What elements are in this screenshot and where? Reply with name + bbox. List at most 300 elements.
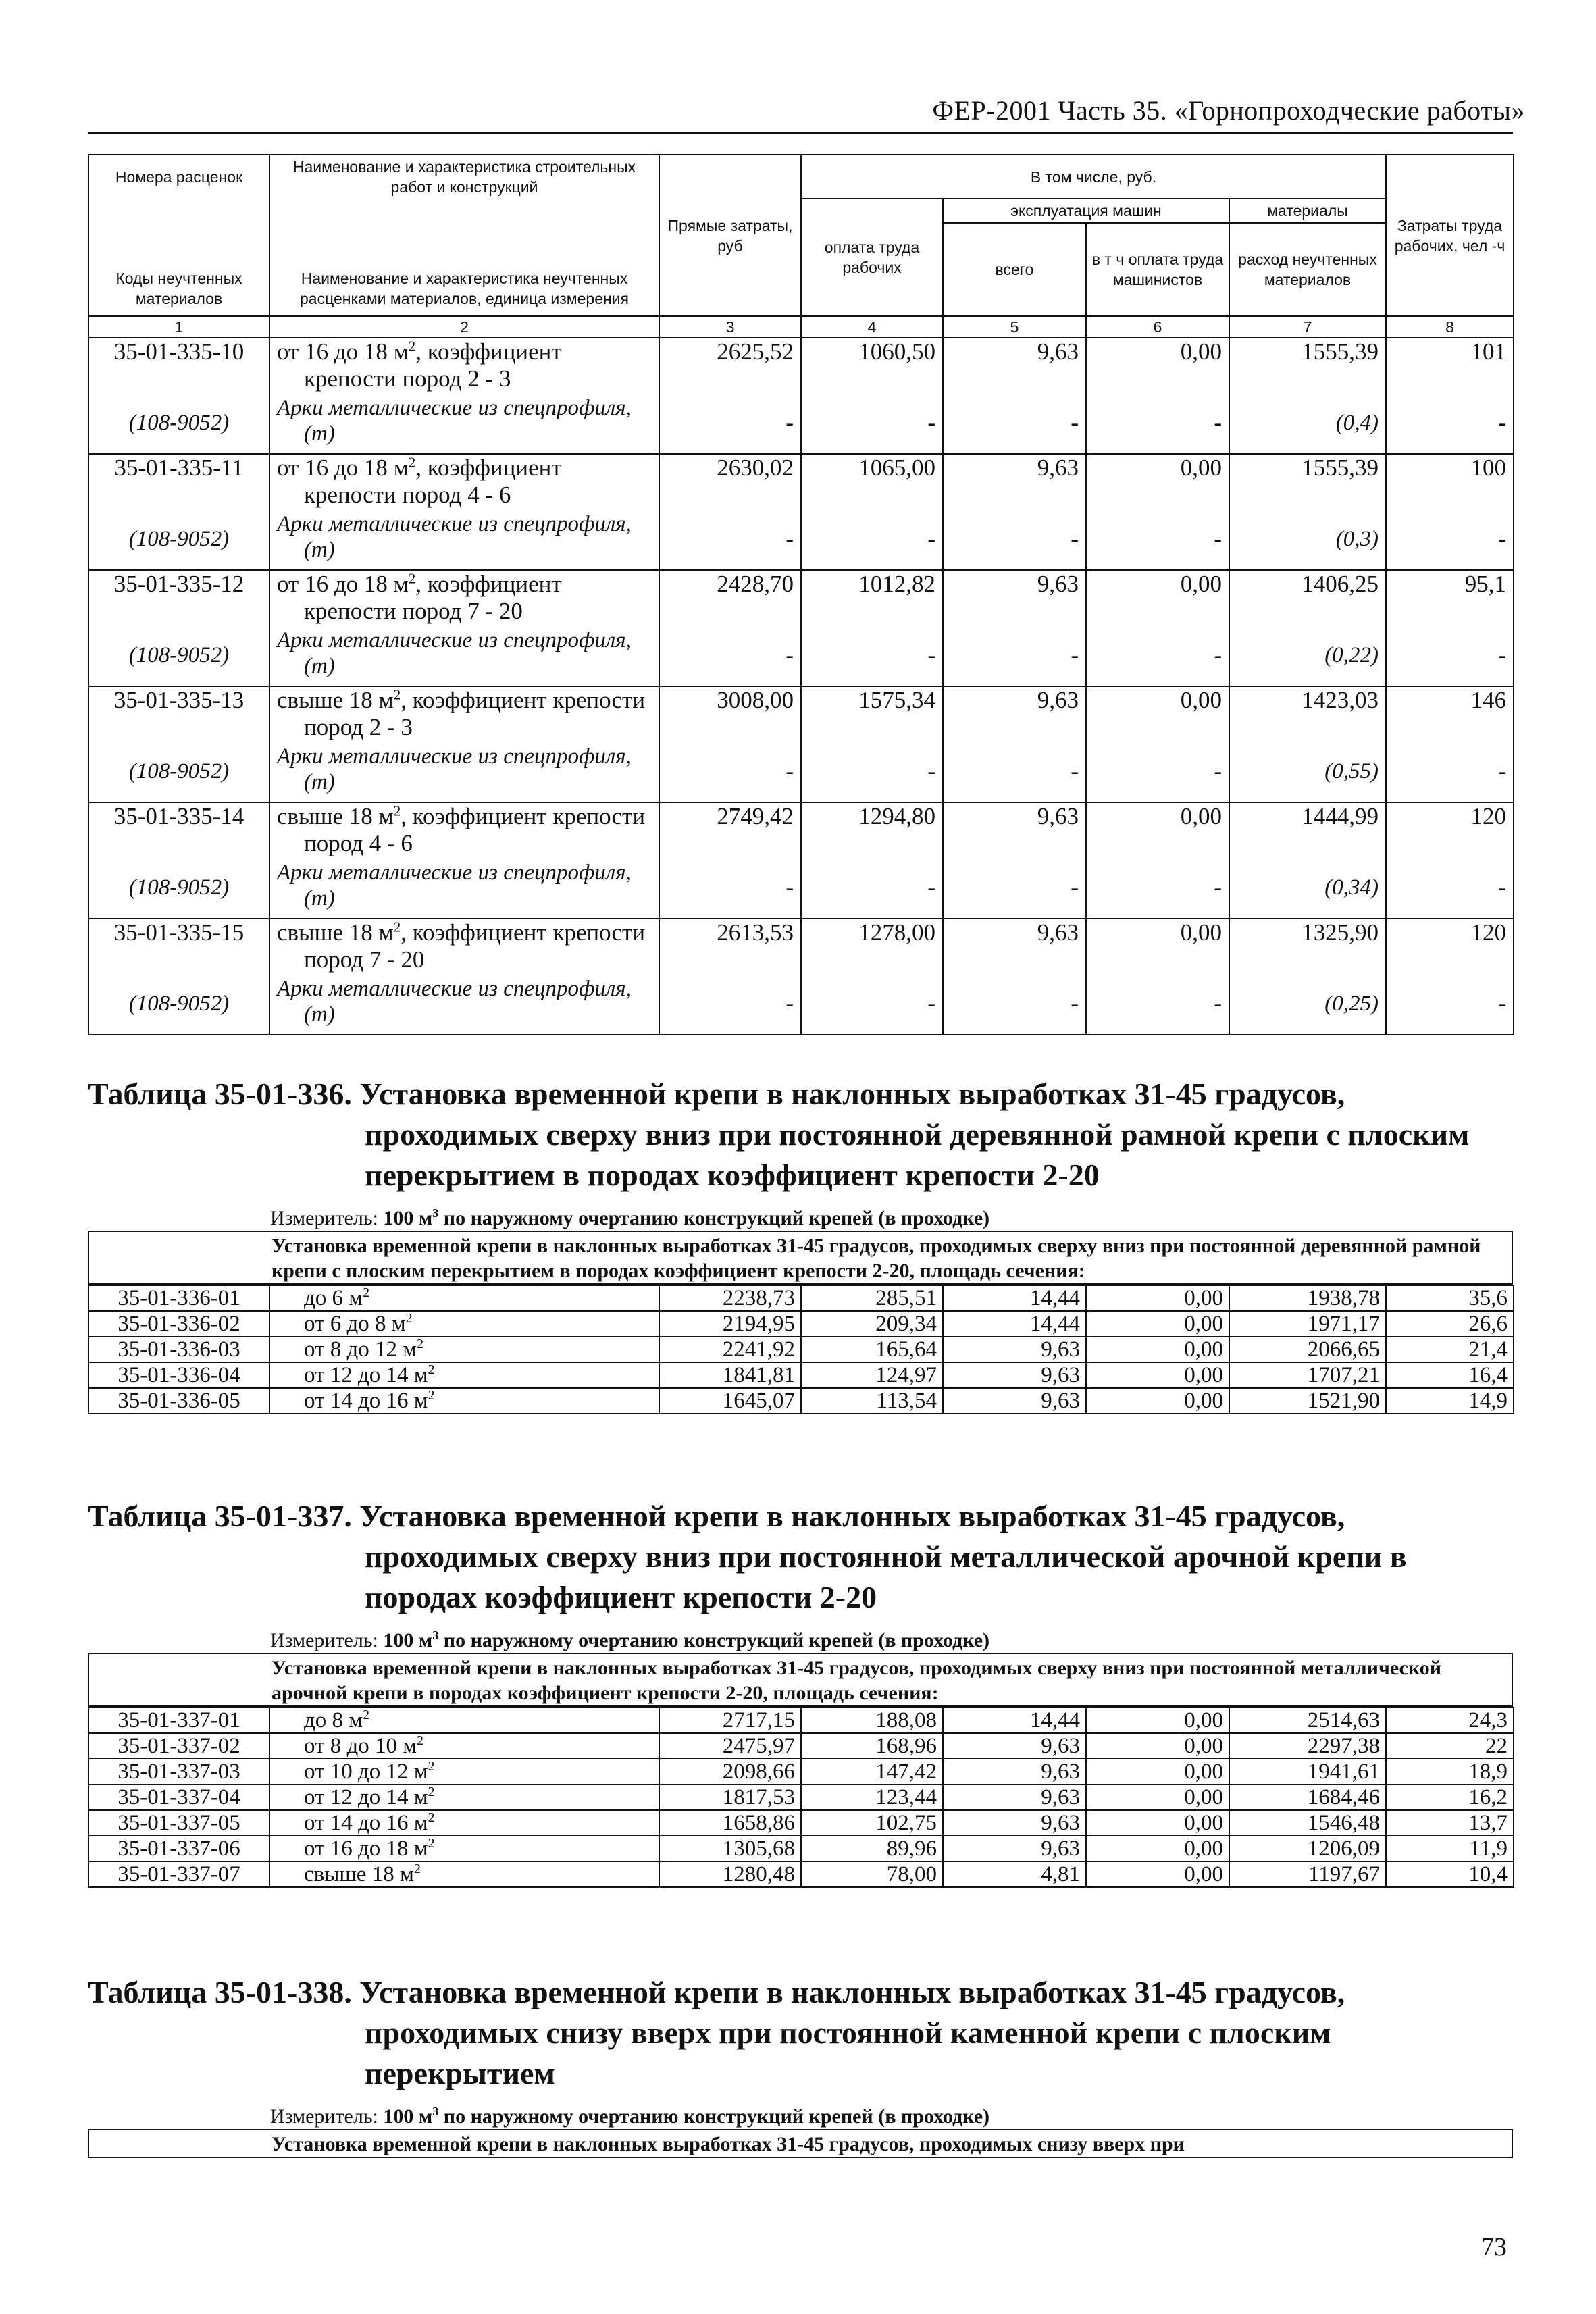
col-header-materials-consumption: расход неучтенных материалов — [1229, 223, 1386, 316]
value-labor: 165,64 — [801, 1337, 943, 1362]
value-direct: 2475,97 — [659, 1733, 801, 1759]
value-hours: 13,7 — [1386, 1810, 1514, 1836]
price-name-sup: 2 — [413, 1861, 421, 1876]
price-name-sup: 2 — [393, 919, 401, 935]
price-name-sup: 2 — [428, 1810, 435, 1825]
value-dash: - — [943, 857, 1086, 919]
value-hours: 22 — [1386, 1733, 1514, 1759]
price-row — [88, 1759, 1514, 1784]
value-dash: - — [801, 741, 943, 802]
value-mach: 9,63 — [943, 570, 1086, 625]
value-mach_pay: 0,00 — [1086, 1707, 1229, 1733]
value-hours: 21,4 — [1386, 1337, 1514, 1362]
measurer-label: Измеритель: — [270, 1207, 378, 1229]
value-labor: 147,42 — [801, 1759, 943, 1784]
value-hours: 35,6 — [1386, 1285, 1514, 1311]
price-row — [88, 454, 1514, 509]
price-name — [269, 570, 659, 625]
measurer-unit-sup: 3 — [432, 1628, 439, 1642]
value-mat: 1206,09 — [1229, 1836, 1386, 1861]
value-mat: 2297,38 — [1229, 1733, 1386, 1759]
price-code: 35-01-335-13 — [88, 686, 269, 741]
material-qty: (0,55) — [1229, 741, 1386, 802]
price-name-sup: 2 — [428, 1784, 435, 1799]
value-hours: 26,6 — [1386, 1311, 1514, 1337]
price-name — [269, 1784, 659, 1810]
value-direct: 1280,48 — [659, 1861, 801, 1887]
price-name-text: свыше 18 м — [277, 687, 394, 713]
value-mat: 1406,25 — [1229, 570, 1386, 625]
value-dash: - — [1086, 741, 1229, 802]
value-hours: 10,4 — [1386, 1861, 1514, 1887]
price-name-sup: 2 — [393, 686, 401, 703]
value-mach_pay: 0,00 — [1086, 1836, 1229, 1861]
value-mach: 9,63 — [943, 1759, 1086, 1784]
price-row — [88, 919, 1514, 973]
price-name — [269, 1733, 659, 1759]
price-code: 35-01-335-14 — [88, 802, 269, 857]
table-337-title: Таблица 35-01-337. Установка временной крепи в наклонных выработках 31-45 градусов, проходимых сверху вниз при постоянной металлической арочной крепи в породах коэффициент крепости 2-20 — [88, 1499, 1407, 1614]
value-labor: 168,96 — [801, 1733, 943, 1759]
value-direct: 2613,53 — [659, 919, 801, 973]
value-mat: 1938,78 — [1229, 1285, 1386, 1311]
table-338-description: Установка временной крепи в наклонных выработках 31-45 градусов, проходимых снизу вверх при — [88, 2129, 1513, 2158]
value-dash: - — [1086, 625, 1229, 686]
price-row — [88, 1707, 1514, 1733]
price-name-text: до 6 м — [304, 1286, 363, 1310]
price-name-sup: 2 — [408, 338, 416, 355]
material-row — [88, 973, 1514, 1035]
price-name — [269, 1810, 659, 1836]
value-mach_pay: 0,00 — [1086, 1285, 1229, 1311]
price-name-text: от 14 до 16 м — [304, 1389, 428, 1413]
material-name: Арки металлические из спецпрофиля, (т) — [269, 857, 659, 919]
col-number: 5 — [943, 316, 1086, 338]
value-hours: 120 — [1386, 802, 1514, 857]
value-mach: 9,63 — [943, 1388, 1086, 1414]
value-mat: 1423,03 — [1229, 686, 1386, 741]
value-direct: 2749,42 — [659, 802, 801, 857]
measurer-label: Измеритель: — [270, 1629, 378, 1651]
value-mat: 1555,39 — [1229, 454, 1386, 509]
value-mat: 1941,61 — [1229, 1759, 1386, 1784]
value-dash: - — [1386, 625, 1514, 686]
value-dash: - — [801, 625, 943, 686]
price-name-text: от 12 до 14 м — [304, 1363, 428, 1387]
value-mach: 14,44 — [943, 1311, 1086, 1337]
page-number: 73 — [1481, 2233, 1507, 2261]
value-mach_pay: 0,00 — [1086, 919, 1229, 973]
price-name-sup: 2 — [428, 1362, 435, 1377]
col-number: 2 — [269, 316, 659, 338]
measurer-unit: 100 м — [383, 1207, 433, 1229]
value-dash: - — [659, 973, 801, 1035]
value-mach: 9,63 — [943, 1733, 1086, 1759]
value-dash: - — [1386, 857, 1514, 919]
price-name-text: от 6 до 8 м — [304, 1312, 406, 1336]
value-direct: 1817,53 — [659, 1784, 801, 1810]
table-336-title: Таблица 35-01-336. Установка временной крепи в наклонных выработках 31-45 градусов, проходимых сверху вниз при постоянной деревянной рамной крепи с плоским перекрытием в породах коэффициент крепости 2-20 — [88, 1077, 1470, 1192]
price-row — [88, 1784, 1514, 1810]
material-qty: (0,4) — [1229, 392, 1386, 454]
value-hours: 95,1 — [1386, 570, 1514, 625]
price-row — [88, 1861, 1514, 1887]
price-name-sup: 2 — [408, 570, 416, 587]
col-number: 3 — [659, 316, 801, 338]
table-337-measurer — [270, 1628, 1513, 1653]
price-name-sup: 2 — [393, 802, 401, 819]
section-table-338 — [88, 1972, 1513, 2158]
price-name — [269, 1285, 659, 1311]
value-mach_pay: 0,00 — [1086, 686, 1229, 741]
price-row — [88, 1285, 1514, 1311]
col-header-labor-cost: Затраты труда рабочих, чел -ч — [1386, 155, 1514, 316]
value-dash: - — [659, 509, 801, 570]
value-mach_pay: 0,00 — [1086, 1337, 1229, 1362]
material-code: (108-9052) — [88, 857, 269, 919]
price-name-sup: 2 — [417, 1337, 424, 1352]
value-direct: 2717,15 — [659, 1707, 801, 1733]
value-direct: 2238,73 — [659, 1285, 801, 1311]
price-name — [269, 1861, 659, 1887]
price-name-text: , коэффициент крепости пород 7 - 20 — [304, 571, 562, 624]
value-mach: 9,63 — [943, 338, 1086, 392]
price-name-sup: 2 — [428, 1388, 435, 1403]
value-direct: 1645,07 — [659, 1388, 801, 1414]
value-mat: 2066,65 — [1229, 1337, 1386, 1362]
table-336-body — [88, 1285, 1514, 1414]
price-row — [88, 1311, 1514, 1337]
value-labor: 1060,50 — [801, 338, 943, 392]
value-labor: 113,54 — [801, 1388, 943, 1414]
value-mach_pay: 0,00 — [1086, 1861, 1229, 1887]
value-dash: - — [1086, 509, 1229, 570]
value-dash: - — [943, 392, 1086, 454]
value-mach_pay: 0,00 — [1086, 1311, 1229, 1337]
price-code: 35-01-335-15 — [88, 919, 269, 973]
price-code: 35-01-335-11 — [88, 454, 269, 509]
price-name-text: от 12 до 14 м — [304, 1785, 428, 1809]
price-code: 35-01-337-01 — [88, 1707, 269, 1733]
table-337-description: Установка временной крепи в наклонных выработках 31-45 градусов, проходимых сверху вниз при постоянной металлической арочной крепи в породах коэффициент крепости 2-20, площадь сечения: — [88, 1653, 1513, 1707]
price-name — [269, 454, 659, 509]
col-header-direct-costs: Прямые затраты, руб — [659, 155, 801, 316]
value-labor: 1065,00 — [801, 454, 943, 509]
value-hours: 100 — [1386, 454, 1514, 509]
col-header-in-total: В том числе, руб. — [801, 155, 1386, 199]
price-row — [88, 1733, 1514, 1759]
value-direct: 2241,92 — [659, 1337, 801, 1362]
price-name-text: , коэффициент крепости пород 7 - 20 — [304, 919, 646, 973]
value-mat: 1684,46 — [1229, 1784, 1386, 1810]
price-name-text: от 8 до 12 м — [304, 1337, 417, 1362]
table-35-01-335 — [88, 154, 1513, 1035]
price-name-text: от 8 до 10 м — [304, 1734, 417, 1758]
price-name — [269, 1362, 659, 1388]
value-mat: 1444,99 — [1229, 802, 1386, 857]
value-direct: 2428,70 — [659, 570, 801, 625]
value-dash: - — [659, 392, 801, 454]
col-header-material-codes: Коды неучтенных материалов — [88, 199, 269, 316]
price-code: 35-01-336-02 — [88, 1311, 269, 1337]
price-row — [88, 686, 1514, 741]
price-name — [269, 1388, 659, 1414]
value-mach_pay: 0,00 — [1086, 1784, 1229, 1810]
price-name-sup: 2 — [428, 1759, 435, 1774]
material-row — [88, 509, 1514, 570]
material-qty: (0,34) — [1229, 857, 1386, 919]
value-mach_pay: 0,00 — [1086, 1810, 1229, 1836]
price-row — [88, 570, 1514, 625]
price-name-text: от 16 до 18 м — [304, 1836, 428, 1861]
value-hours: 120 — [1386, 919, 1514, 973]
price-name-sup: 2 — [363, 1285, 370, 1300]
price-name-sup: 2 — [417, 1733, 424, 1748]
value-labor: 1294,80 — [801, 802, 943, 857]
price-code: 35-01-336-03 — [88, 1337, 269, 1362]
value-labor: 209,34 — [801, 1311, 943, 1337]
value-mat: 1555,39 — [1229, 338, 1386, 392]
price-name-text: свыше 18 м — [277, 919, 394, 946]
price-row — [88, 1362, 1514, 1388]
value-mat: 2514,63 — [1229, 1707, 1386, 1733]
column-numbers-row — [88, 316, 1514, 338]
value-labor: 124,97 — [801, 1362, 943, 1388]
material-name: Арки металлические из спецпрофиля, (т) — [269, 973, 659, 1035]
price-name-text: от 14 до 16 м — [304, 1811, 428, 1835]
value-hours: 101 — [1386, 338, 1514, 392]
price-name-text: , коэффициент крепости пород 2 - 3 — [304, 338, 562, 392]
value-dash: - — [801, 973, 943, 1035]
price-name — [269, 1836, 659, 1861]
value-mach_pay: 0,00 — [1086, 1362, 1229, 1388]
price-code: 35-01-336-05 — [88, 1388, 269, 1414]
table-336-measurer — [270, 1206, 1513, 1231]
value-dash: - — [801, 509, 943, 570]
measurer-unit-sup: 3 — [432, 2105, 439, 2118]
value-mat: 1707,21 — [1229, 1362, 1386, 1388]
value-mach_pay: 0,00 — [1086, 802, 1229, 857]
material-name: Арки металлические из спецпрофиля, (т) — [269, 392, 659, 454]
value-mach: 9,63 — [943, 802, 1086, 857]
value-mat: 1521,90 — [1229, 1388, 1386, 1414]
price-name — [269, 1311, 659, 1337]
value-labor: 123,44 — [801, 1784, 943, 1810]
value-mach: 9,63 — [943, 686, 1086, 741]
col-header-name-top: Наименование и характеристика строительных работ и конструкций — [269, 155, 659, 199]
col-header-materials: материалы — [1229, 199, 1386, 223]
value-dash: - — [1086, 857, 1229, 919]
value-mach_pay: 0,00 — [1086, 570, 1229, 625]
price-row — [88, 338, 1514, 392]
value-labor: 78,00 — [801, 1861, 943, 1887]
value-direct: 1658,86 — [659, 1810, 801, 1836]
value-mach: 9,63 — [943, 1784, 1086, 1810]
material-name: Арки металлические из спецпрофиля, (т) — [269, 625, 659, 686]
value-mach: 9,63 — [943, 454, 1086, 509]
value-mach_pay: 0,00 — [1086, 1388, 1229, 1414]
value-dash: - — [801, 392, 943, 454]
value-mach_pay: 0,00 — [1086, 338, 1229, 392]
price-code: 35-01-336-01 — [88, 1285, 269, 1311]
running-header: ФЕР-2001 Часть 35. «Горнопроходческие работы» — [932, 95, 1525, 126]
value-dash: - — [1086, 973, 1229, 1035]
value-direct: 1841,81 — [659, 1362, 801, 1388]
value-dash: - — [1386, 973, 1514, 1035]
value-labor: 1575,34 — [801, 686, 943, 741]
value-direct: 2098,66 — [659, 1759, 801, 1784]
value-mach: 9,63 — [943, 1810, 1086, 1836]
value-labor: 1278,00 — [801, 919, 943, 973]
col-number: 8 — [1386, 316, 1514, 338]
price-row — [88, 1388, 1514, 1414]
value-mach: 14,44 — [943, 1285, 1086, 1311]
measurer-label: Измеритель: — [270, 2105, 378, 2128]
value-direct: 2194,95 — [659, 1311, 801, 1337]
material-code: (108-9052) — [88, 509, 269, 570]
value-dash: - — [943, 973, 1086, 1035]
value-hours: 16,2 — [1386, 1784, 1514, 1810]
value-dash: - — [943, 741, 1086, 802]
price-name-text: свыше 18 м — [304, 1862, 414, 1886]
measurer-unit-text: по наружному очертанию конструкций крепей (в проходке) — [438, 2105, 990, 2128]
material-code: (108-9052) — [88, 625, 269, 686]
material-code: (108-9052) — [88, 973, 269, 1035]
price-code: 35-01-337-03 — [88, 1759, 269, 1784]
value-direct: 1305,68 — [659, 1836, 801, 1861]
value-direct: 3008,00 — [659, 686, 801, 741]
value-direct: 2630,02 — [659, 454, 801, 509]
col-header-machinists: в т ч оплата труда машинистов — [1086, 223, 1229, 316]
price-name-text: до 8 м — [304, 1708, 363, 1732]
table-335-body — [88, 338, 1514, 1035]
price-name — [269, 686, 659, 741]
price-name — [269, 1707, 659, 1733]
measurer-unit: 100 м — [383, 2105, 433, 2128]
material-qty: (0,22) — [1229, 625, 1386, 686]
value-mat: 1546,48 — [1229, 1810, 1386, 1836]
value-dash: - — [1386, 509, 1514, 570]
price-row — [88, 1836, 1514, 1861]
price-row — [88, 1810, 1514, 1836]
price-name-text: , коэффициент крепости пород 2 - 3 — [304, 687, 646, 740]
col-number: 7 — [1229, 316, 1386, 338]
col-header-machines-total: всего — [943, 223, 1086, 316]
price-code: 35-01-337-05 — [88, 1810, 269, 1836]
section-table-336 — [88, 1074, 1513, 1414]
price-name — [269, 802, 659, 857]
value-dash: - — [943, 625, 1086, 686]
col-header-machines: эксплуатация машин — [943, 199, 1229, 223]
value-dash: - — [659, 857, 801, 919]
material-qty: (0,25) — [1229, 973, 1386, 1035]
price-name-text: от 16 до 18 м — [277, 571, 409, 597]
value-dash: - — [801, 857, 943, 919]
table-336-description: Установка временной крепи в наклонных выработках 31-45 градусов, проходимых сверху вниз при постоянной деревянной рамной крепи с плоским перекрытием в породах коэффициент крепости 2-20, площадь сечения: — [88, 1231, 1513, 1285]
material-qty: (0,3) — [1229, 509, 1386, 570]
price-name — [269, 338, 659, 392]
material-row — [88, 625, 1514, 686]
value-dash: - — [659, 741, 801, 802]
price-name-text: свыше 18 м — [277, 803, 394, 829]
value-labor: 102,75 — [801, 1810, 943, 1836]
material-row — [88, 741, 1514, 802]
value-mach: 9,63 — [943, 1362, 1086, 1388]
value-labor: 89,96 — [801, 1836, 943, 1861]
measurer-unit-text: по наружному очертанию конструкций крепей (в проходке) — [438, 1629, 990, 1651]
value-mat: 1325,90 — [1229, 919, 1386, 973]
value-mat: 1971,17 — [1229, 1311, 1386, 1337]
value-mach: 4,81 — [943, 1861, 1086, 1887]
price-name-text: , коэффициент крепости пород 4 - 6 — [304, 455, 562, 508]
measurer-unit-sup: 3 — [432, 1206, 439, 1220]
section-table-337 — [88, 1496, 1513, 1888]
value-mach: 9,63 — [943, 1836, 1086, 1861]
price-name-sup: 2 — [408, 454, 416, 471]
col-number: 1 — [88, 316, 269, 338]
value-hours: 14,9 — [1386, 1388, 1514, 1414]
value-labor: 1012,82 — [801, 570, 943, 625]
table-337-body — [88, 1707, 1514, 1887]
measurer-unit: 100 м — [383, 1629, 433, 1651]
value-mach: 9,63 — [943, 1337, 1086, 1362]
price-name — [269, 919, 659, 973]
price-name-text: от 16 до 18 м — [277, 455, 409, 481]
value-dash: - — [1386, 392, 1514, 454]
price-code: 35-01-336-04 — [88, 1362, 269, 1388]
material-code: (108-9052) — [88, 741, 269, 802]
price-name-text: от 10 до 12 м — [304, 1759, 428, 1784]
value-dash: - — [1386, 741, 1514, 802]
col-number: 4 — [801, 316, 943, 338]
value-mat: 1197,67 — [1229, 1861, 1386, 1887]
value-hours: 18,9 — [1386, 1759, 1514, 1784]
value-hours: 11,9 — [1386, 1836, 1514, 1861]
header-rule — [88, 132, 1513, 134]
price-name-sup: 2 — [405, 1311, 413, 1326]
material-row — [88, 857, 1514, 919]
col-header-codes-top: Номера расценок — [88, 155, 269, 199]
col-number: 6 — [1086, 316, 1229, 338]
price-row — [88, 1337, 1514, 1362]
price-row — [88, 802, 1514, 857]
value-hours: 24,3 — [1386, 1707, 1514, 1733]
price-code: 35-01-337-04 — [88, 1784, 269, 1810]
value-direct: 2625,52 — [659, 338, 801, 392]
price-code: 35-01-337-07 — [88, 1861, 269, 1887]
value-hours: 146 — [1386, 686, 1514, 741]
material-row — [88, 392, 1514, 454]
value-mach: 9,63 — [943, 919, 1086, 973]
value-mach_pay: 0,00 — [1086, 1759, 1229, 1784]
price-code: 35-01-335-10 — [88, 338, 269, 392]
price-code: 35-01-337-06 — [88, 1836, 269, 1861]
value-dash: - — [659, 625, 801, 686]
value-labor: 285,51 — [801, 1285, 943, 1311]
value-dash: - — [1086, 392, 1229, 454]
value-mach_pay: 0,00 — [1086, 454, 1229, 509]
price-name-text: , коэффициент крепости пород 4 - 6 — [304, 803, 646, 856]
price-code: 35-01-335-12 — [88, 570, 269, 625]
value-mach: 14,44 — [943, 1707, 1086, 1733]
price-name — [269, 1759, 659, 1784]
value-hours: 16,4 — [1386, 1362, 1514, 1388]
value-mach_pay: 0,00 — [1086, 1733, 1229, 1759]
price-name-text: от 16 до 18 м — [277, 338, 409, 365]
measurer-unit-text: по наружному очертанию конструкций крепей (в проходке) — [438, 1207, 990, 1229]
table-338-title: Таблица 35-01-338. Установка временной крепи в наклонных выработках 31-45 градусов, проходимых снизу вверх при постоянной каменной крепи с плоским перекрытием — [88, 1975, 1345, 2090]
price-name-sup: 2 — [363, 1707, 370, 1722]
